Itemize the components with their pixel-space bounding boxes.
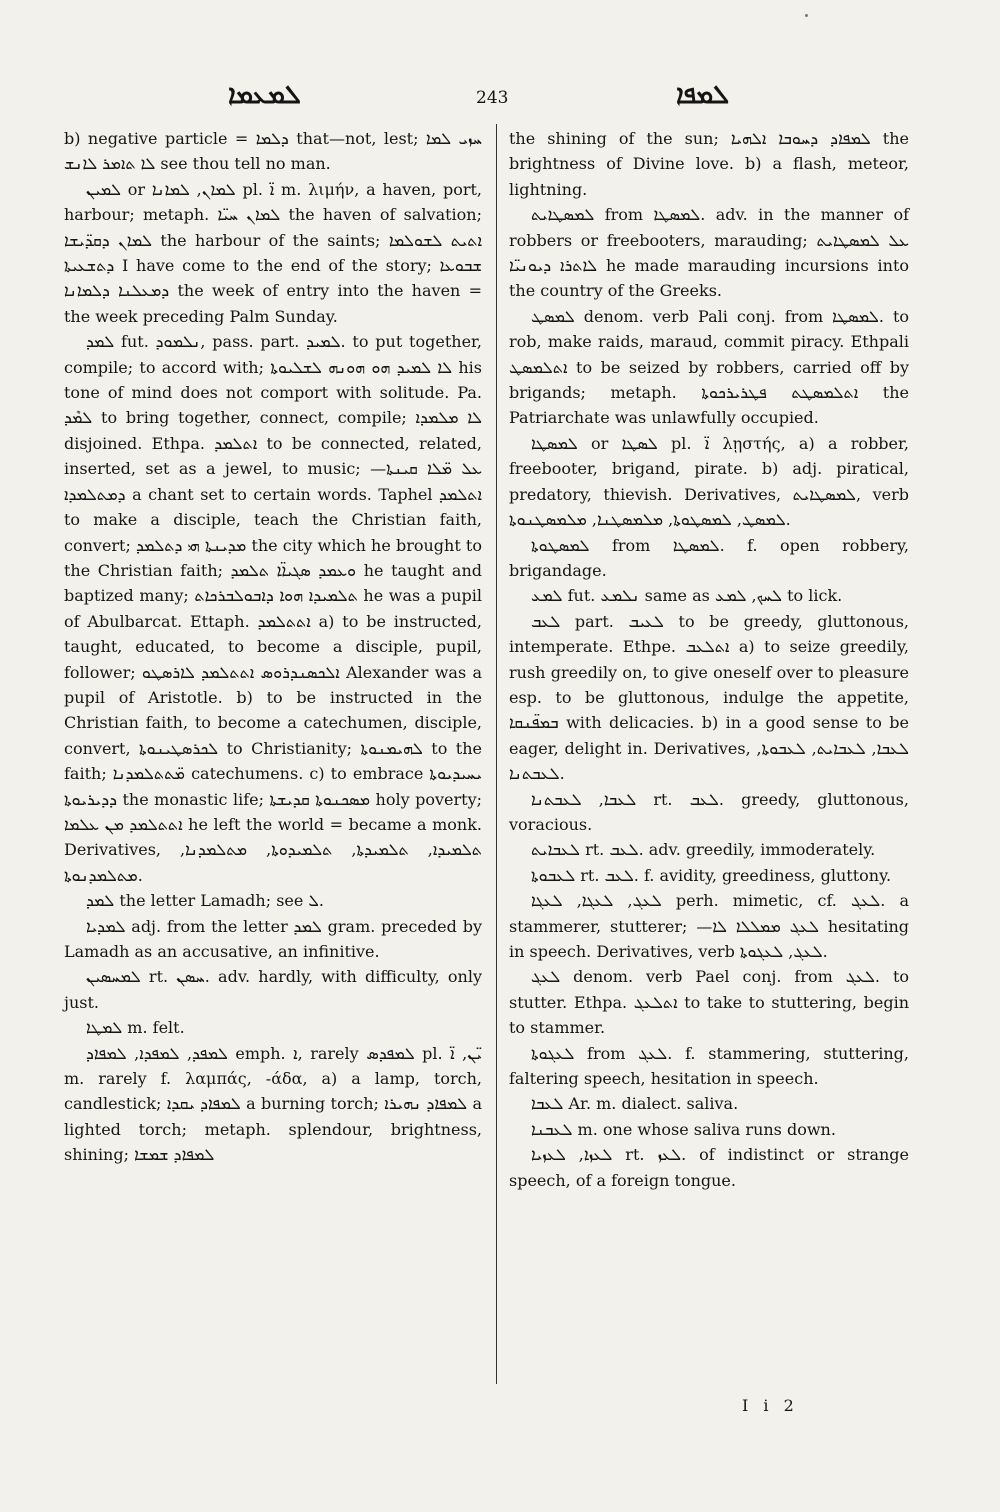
right-running-headword: ܠܡܦܐ xyxy=(676,80,730,110)
page-header xyxy=(0,78,1000,122)
entry: ܠܡܣܛܘܬܐ from ܠܡܣܛܐ. f. open robbery, brigandage. xyxy=(509,535,910,580)
entry: ܠܥܓܘܬܐ from ܠܥܓ. f. stammering, stuttering, faltering speech, hesitation in speech. xyxy=(509,1043,909,1089)
left-running-headword: ܠܡܥܡܐ xyxy=(228,80,301,110)
column-divider xyxy=(496,124,497,1384)
entry: ܠܥܒܘܬܐ rt. ܠܥܒ. f. avidity, greediness, gluttony. xyxy=(531,865,892,885)
right-column xyxy=(509,126,909,1193)
entry-continuation: b) negative particle = ܕܠܡܐ that—not, lest; ܚܙܝ ܠܡܐ ܠܐ ܬܐܡܪ ܠܐܢܫ see thou tell no man. xyxy=(64,129,482,174)
entry: ܠܡܥ fut. ܢܠܡܥ same as ܠܚܟ, ܠܡܥ to lick. xyxy=(531,586,843,606)
left-column xyxy=(64,126,482,1168)
entry: ܠܥܒܐ, ܠܥܒܬܢܐ rt. ܠܥܒ. greedy, gluttonous, voracious. xyxy=(509,789,909,834)
entry: ܠܡܣܛܐܝܬ from ܠܡܣܛܐ. adv. in the manner of robbers or freebooters, marauding; ܥܠ ܠܡܣܛܐܝܬ ܠܐܬܪܐ ܕܝܘܢܝ̈ܐ he made marauding incursions into the country of the Greeks. xyxy=(509,205,910,301)
entry: ܠܡܣܛ denom. verb Pali conj. from ܠܡܣܛܐ. to rob, make raids, maraud, commit piracy. Ethpali ܐܬܠܡܣܛ to be seized by robbers, carried off by brigands; metaph. ܐܬܠܡܣܛܬ ܦܛܪܝܪܟܘܬܐ the Patriarchate was unlawfully occupied. xyxy=(509,306,910,428)
entry: ܠܡܣܛܐ or ܠܣܛܐ pl. ܐ̈ λῃστής, a) a robber, freebooter, brigand, pirate. b) adj. piratical, predatory, thievish. Derivatives, ܠܡܣܛܐܝܬ, verb ܠܡܣܛ, ܠܡܣܛܘܬܐ, ܡܠܡܣܛܢܐ, ܡܠܡܣܛܢܘܬܐ. xyxy=(509,433,909,530)
entry: ܠܥܓ denom. verb Pael conj. from ܠܥܓ. to stutter. Ethpa. ܐܬܠܥܓ to take to stuttering, begin to stammer. xyxy=(509,967,910,1038)
entry: ܠܡܛܐ m. felt. xyxy=(86,1018,185,1038)
page-number: 243 xyxy=(476,88,509,108)
entry: ܠܥܒ part. ܠܥܝܒ to be greedy, gluttonous, intemperate. Ethpe. ܐܬܠܥܒ a) to seize greedily, rush greedily on, to give oneself over to pleasure esp. to be gluttonous, indulge the appetite, ܒܡܦ̈ܢܩܐ with delicacies. b) in a good sense to be eager, delight in. Derivatives, ܠܥܒܐ, ܠܥܒܐܝܬ, ܠܥܒܘܬܐ, ܠܥܒܬܢܐ. xyxy=(509,611,910,784)
entry: ܠܡܕ fut. ܢܠܡܘܕ, pass. part. ܠܡܝܕ. to put together, compile; to accord with; ܠܐ ܠܡܝܕ ܗܘ ܗܘܢܗ ܠܫܠܝܘܬܐ his tone of mind does not comport with solitude. Pa. ܠܡܶܕ to bring together, connect, compile; ܠܐ ܡܠܡܕܐ disjoined. Ethpa. ܐܬܠܡܕ to be connected, related, inserted, set as a jewel, to music; —ܥܠ ܡ̈ܠܐ ܩܝܢܬܐ ܕܡܬܠܡܕܐ a chant set to certain words. Taphel ܐܬܠܡܕ to make a disciple, teach the Christian faith, convert; ܡܕܝܢܬܐ ܗܝ ܕܬܠܡܕ the city which he brought to the Christian faith; ܘܥܡܕ ܣܓܝܐ̈ܐ ܬܠܡܕ he taught and baptized many; ܬܠܡܝܕܐ ܗܘܐ ܕܐܒܘܠܒܪܟܐܬ he was a pupil of Abulbarcat. Ettaph. ܐܬܬܠܡܕ a) to be instructed, taught, educated, to become a disciple, pupil, follower; ܐܠܟܣܢܕܪܘܣ ܐܬܬܠܡܕ ܠܐܪܣܛܘ Alexander was a pupil of Aristotle. b) to be instructed in the Christian faith, to become a catechumen, disciple, convert, ܠܟܪܣܛܝܢܘܬܐ to Christianity; ܠܗܝܡܢܘܬܐ to the faith; ܡ̈ܬܬܠܡܕܢܐ catechumens. c) to embrace ܝܚܝܕܝܘܬܐ ܕܕܝܪܝܘܬܐ the monastic life; ܡܣܟܢܘܬܐ ܩܕܝܫܬܐ holy poverty; ܐܬܬܠܡܕ ܡܢ ܥܠܡܐ he left the world = became a monk. Derivatives, ܬܠܡܝܕܐ, ܬܠܡܝܕܬܐ, ܬܠܡܝܕܘܬܐ, ܡܬܠܡܕܢܐ, ܡܬܠܡܕܢܘܬܐ. xyxy=(64,332,483,885)
entry: ܠܥܒܐܝܬ rt. ܠܥܒ. adv. greedily, immoderately. xyxy=(531,840,876,860)
entry: ܠܥܓ, ܠܥܓܐ, ܠܥܓܐ perh. mimetic, cf. ܠܥܓ. a stammerer, stutterer; —ܠܥܓ ܡܡܠܠܐ ܠܐ hesitating in speech. Derivatives, verb ܠܥܓ, ܠܥܓܘܬܐ. xyxy=(509,891,909,961)
entry: ܠܥܒܢܐ m. one whose saliva runs down. xyxy=(531,1119,836,1139)
entry: ܠܡܕ the letter Lamadh; see ܠ. xyxy=(86,891,324,911)
ink-speck xyxy=(805,14,808,17)
entry: ܠܥܙܐ, ܠܥܙܝܐ rt. ܠܥܙ. of indistinct or strange speech, of a foreign tongue. xyxy=(509,1145,910,1190)
entry: ܠܥܒܐ Ar. m. dialect. saliva. xyxy=(531,1094,739,1114)
signature-mark: I i 2 xyxy=(742,1396,799,1415)
entry: ܠܡܚܣܝܢ rt. ܚܣܢ. adv. hardly, with difficulty, only just. xyxy=(64,967,483,1012)
entry: ܠܡܦܕ, ܠܡܦܕܐ, ܠܡܦܐܕ emph. ܐ, rarely ܠܡܦܕܣ pl. ܝ̈ܢ, ܐ̈ m. rarely f. λαμπάς, -άδα, a) a lamp, torch, candlestick; ܠܡܦܐܕ ܝܩܕܐ a burning torch; ܠܡܦܐܕ ܢܗܝܪܐ a lighted torch; metaph. splendour, brightness, shining; ܠܡܦܐܕ ܫܡܫܐ xyxy=(64,1043,483,1165)
entry: ܠܡܝܢ or ܠܡܐܢ, ܠܡܐܢܐ pl. ܐ̈ m. λιμήν, a haven, port, harbour; metaph. ܠܡܐܢ ܚܝ̈ܐ the haven of salvation; ܠܡܐܢ ܕܩܕ̈ܝܫܐ the harbour of the saints; ܐܬܝܬ ܠܫܘܠܡܐ ܕܬܫܥܝܬܐ I have come to the end of the story; ܫܒܘܥܐ ܕܡܥܠܢܐ ܕܠܡܐܢܐ the week of entry into the haven = the week preceding Palm Sunday. xyxy=(64,179,483,326)
entry: ܠܡܕܝܐ adj. from the letter ܠܡܕ gram. preceded by Lamadh as an accusative, an infinitive. xyxy=(64,916,482,961)
entry-continuation: the shining of the sun; ܠܡܦܐܕ ܕܚܘܒܐ ܐܠܗܝܐ the brightness of Divine love. b) a flash, meteor, lightning. xyxy=(509,129,909,199)
